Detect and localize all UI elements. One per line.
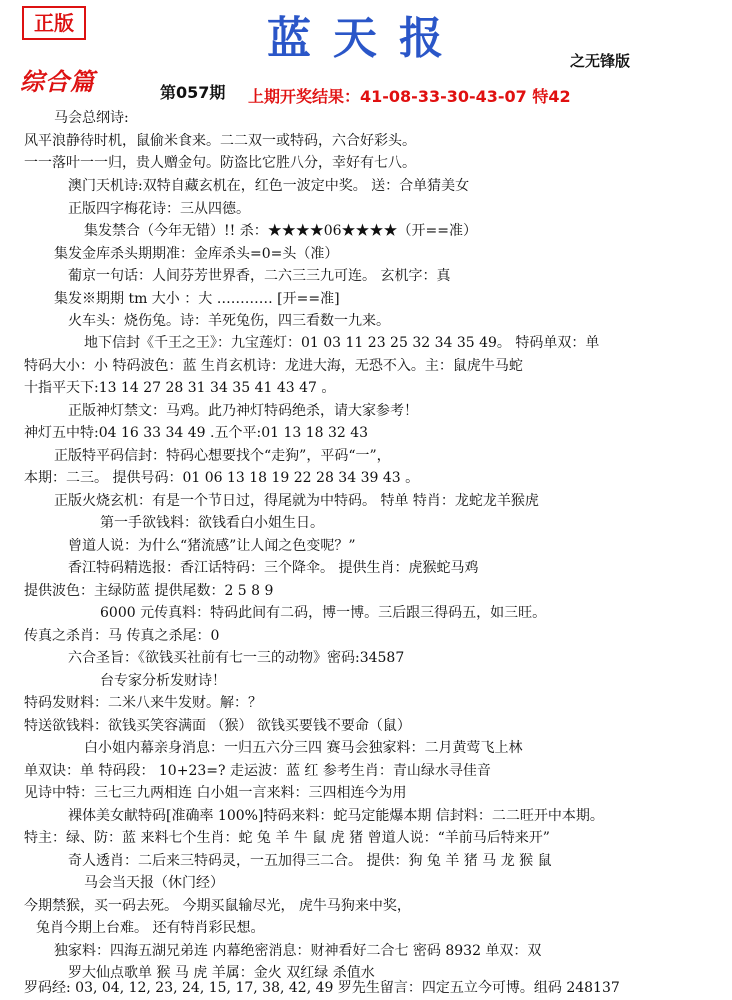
text-line: 特主：绿、防：蓝 来料七个生肖：蛇 兔 羊 牛 鼠 虎 猪 曾道人说：“羊前马后特来开”: [24, 830, 550, 846]
newspaper-title: 蓝天报: [267, 13, 465, 64]
text-line: 曾道人说：为什么“猪流感”让人闻之色变呢？”: [68, 538, 356, 554]
text-line: 一一落叶一一归，贵人赠金句。防盗比它胜八分，幸好有七八。: [24, 155, 416, 171]
text-line: 特码大小：小 特码波色：蓝 生肖玄机诗：龙进大海，无恐不入。主：鼠虎牛马蛇: [24, 358, 523, 374]
section-title: 综合篇: [20, 67, 95, 96]
text-line: 裸体美女献特码[准确率 100%]特码来料：蛇马定能爆本期 信封料：二二旺开中本期。: [68, 808, 604, 824]
text-line: 澳门天机诗:双特自藏玄机在，红色一波定中奖。 送：合单猜美女: [68, 178, 470, 194]
text-line: 正版特平码信封：特码心想要找个“走狗”，平码“一”，: [54, 448, 391, 464]
text-line: 兔肖今期上台难。 还有特肖彩民想。: [36, 920, 265, 936]
text-line: 本期：二三。 提供号码：01 06 13 18 19 22 28 34 39 43 。: [24, 470, 420, 486]
issue-number: 第057期: [160, 83, 226, 102]
text-line: 正版四字梅花诗：三从四德。: [68, 201, 250, 217]
text-line: 白小姐内幕亲身消息：一归五六分三四 赛马会独家料：二月黄莺飞上林: [84, 740, 523, 756]
text-line: 集发禁合（今年无错）!! 杀：★★★★06★★★★（开==准）: [84, 223, 477, 239]
text-line: 传真之杀肖：马 传真之杀尾：0: [24, 628, 220, 644]
text-line: 独家料：四海五湖兄弟连 内幕绝密消息：财神看好二合七 密码 8932 单双：双: [54, 943, 542, 959]
text-line: 6000 元传真料：特码此间有二码，博一博。三后跟三得码五，如三旺。: [100, 605, 547, 621]
text-line: 提供波色：主绿防蓝 提供尾数：2 5 8 9: [24, 583, 274, 599]
text-line: 地下信封《千王之王》：九宝莲灯：01 03 11 23 25 32 34 35 49。 特码单双：单: [84, 335, 600, 351]
text-line: 台专家分析发财诗！: [100, 673, 226, 689]
text-line: 风平浪静待时机，鼠偷米食来。二二双一或特码，六合好彩头。: [24, 133, 416, 149]
text-line: 神灯五中特:04 16 33 34 49 .五个平:01 13 18 32 43: [24, 425, 369, 441]
text-line: 集发※期期 tm 大小 ：大 ………… [开==准]: [54, 291, 340, 307]
text-line: 罗码经: 03, 04, 12, 23, 24, 15, 17, 38, 42, 49 罗先生留言：四定五立今可博。组码 248137: [24, 980, 620, 996]
text-line: 集发金库杀头期期准：金库杀头=0=头（准）: [54, 246, 339, 262]
badge-genuine: 正版: [22, 6, 86, 40]
text-line: 马会总纲诗:: [54, 110, 129, 126]
edition-label: 之无锋版: [570, 52, 631, 70]
text-line: 正版火烧玄机：有是一个节日过，得尾就为中特码。 特单 特肖：龙蛇龙羊猴虎: [54, 493, 539, 509]
text-line: 第一手欲钱料：欲钱看白小姐生日。: [100, 515, 324, 531]
text-line: 奇人透肖：二后来三特码灵，一五加得三二合。 提供：狗 兔 羊 猪 马 龙 猴 鼠: [68, 853, 552, 869]
text-line: 见诗中特：三七三九两相连 白小姐一言来料：三四相连今为用: [24, 785, 407, 801]
text-line: 特码发财料：二米八来牛发财。解：？: [24, 695, 262, 711]
text-line: 单双诀：单 特码段： 10+23=? 走运波：蓝 红 参考生肖：青山绿水寻佳音: [24, 763, 491, 779]
text-line: 罗大仙点歌单 猴 马 虎 羊属：金火 双红绿 杀值水: [68, 965, 375, 981]
text-line: 马会当天报（休门经）: [84, 875, 224, 891]
text-line: 十指平天下:13 14 27 28 31 34 35 41 43 47 。: [24, 380, 336, 396]
text-line: 正版神灯禁文：马鸡。此乃神灯特码绝杀，请大家参考！: [68, 403, 418, 419]
text-line: 特送欲钱料：欲钱买笑容满面 （猴） 欲钱买要钱不要命（鼠）: [24, 718, 411, 734]
text-line: 葡京一句话：人间芬芳世界香，二六三三九可连。 玄机字：真: [68, 268, 451, 284]
text-line: 火车头：烧伤兔。诗：羊死兔伤，四三看数一九来。: [68, 313, 390, 329]
text-line: 香江特码精选报：香江话特码：三个降伞。 提供生肖：虎猴蛇马鸡: [68, 560, 479, 576]
text-line: 今期禁猴，买一码去死。 今期买鼠输尽光， 虎牛马狗来中奖，: [24, 898, 411, 914]
last-result: 上期开奖结果：41-08-33-30-43-07 特42: [248, 87, 571, 106]
text-line: 六合圣旨：《欲钱买社前有七一三的动物》密码:34587: [68, 650, 405, 666]
